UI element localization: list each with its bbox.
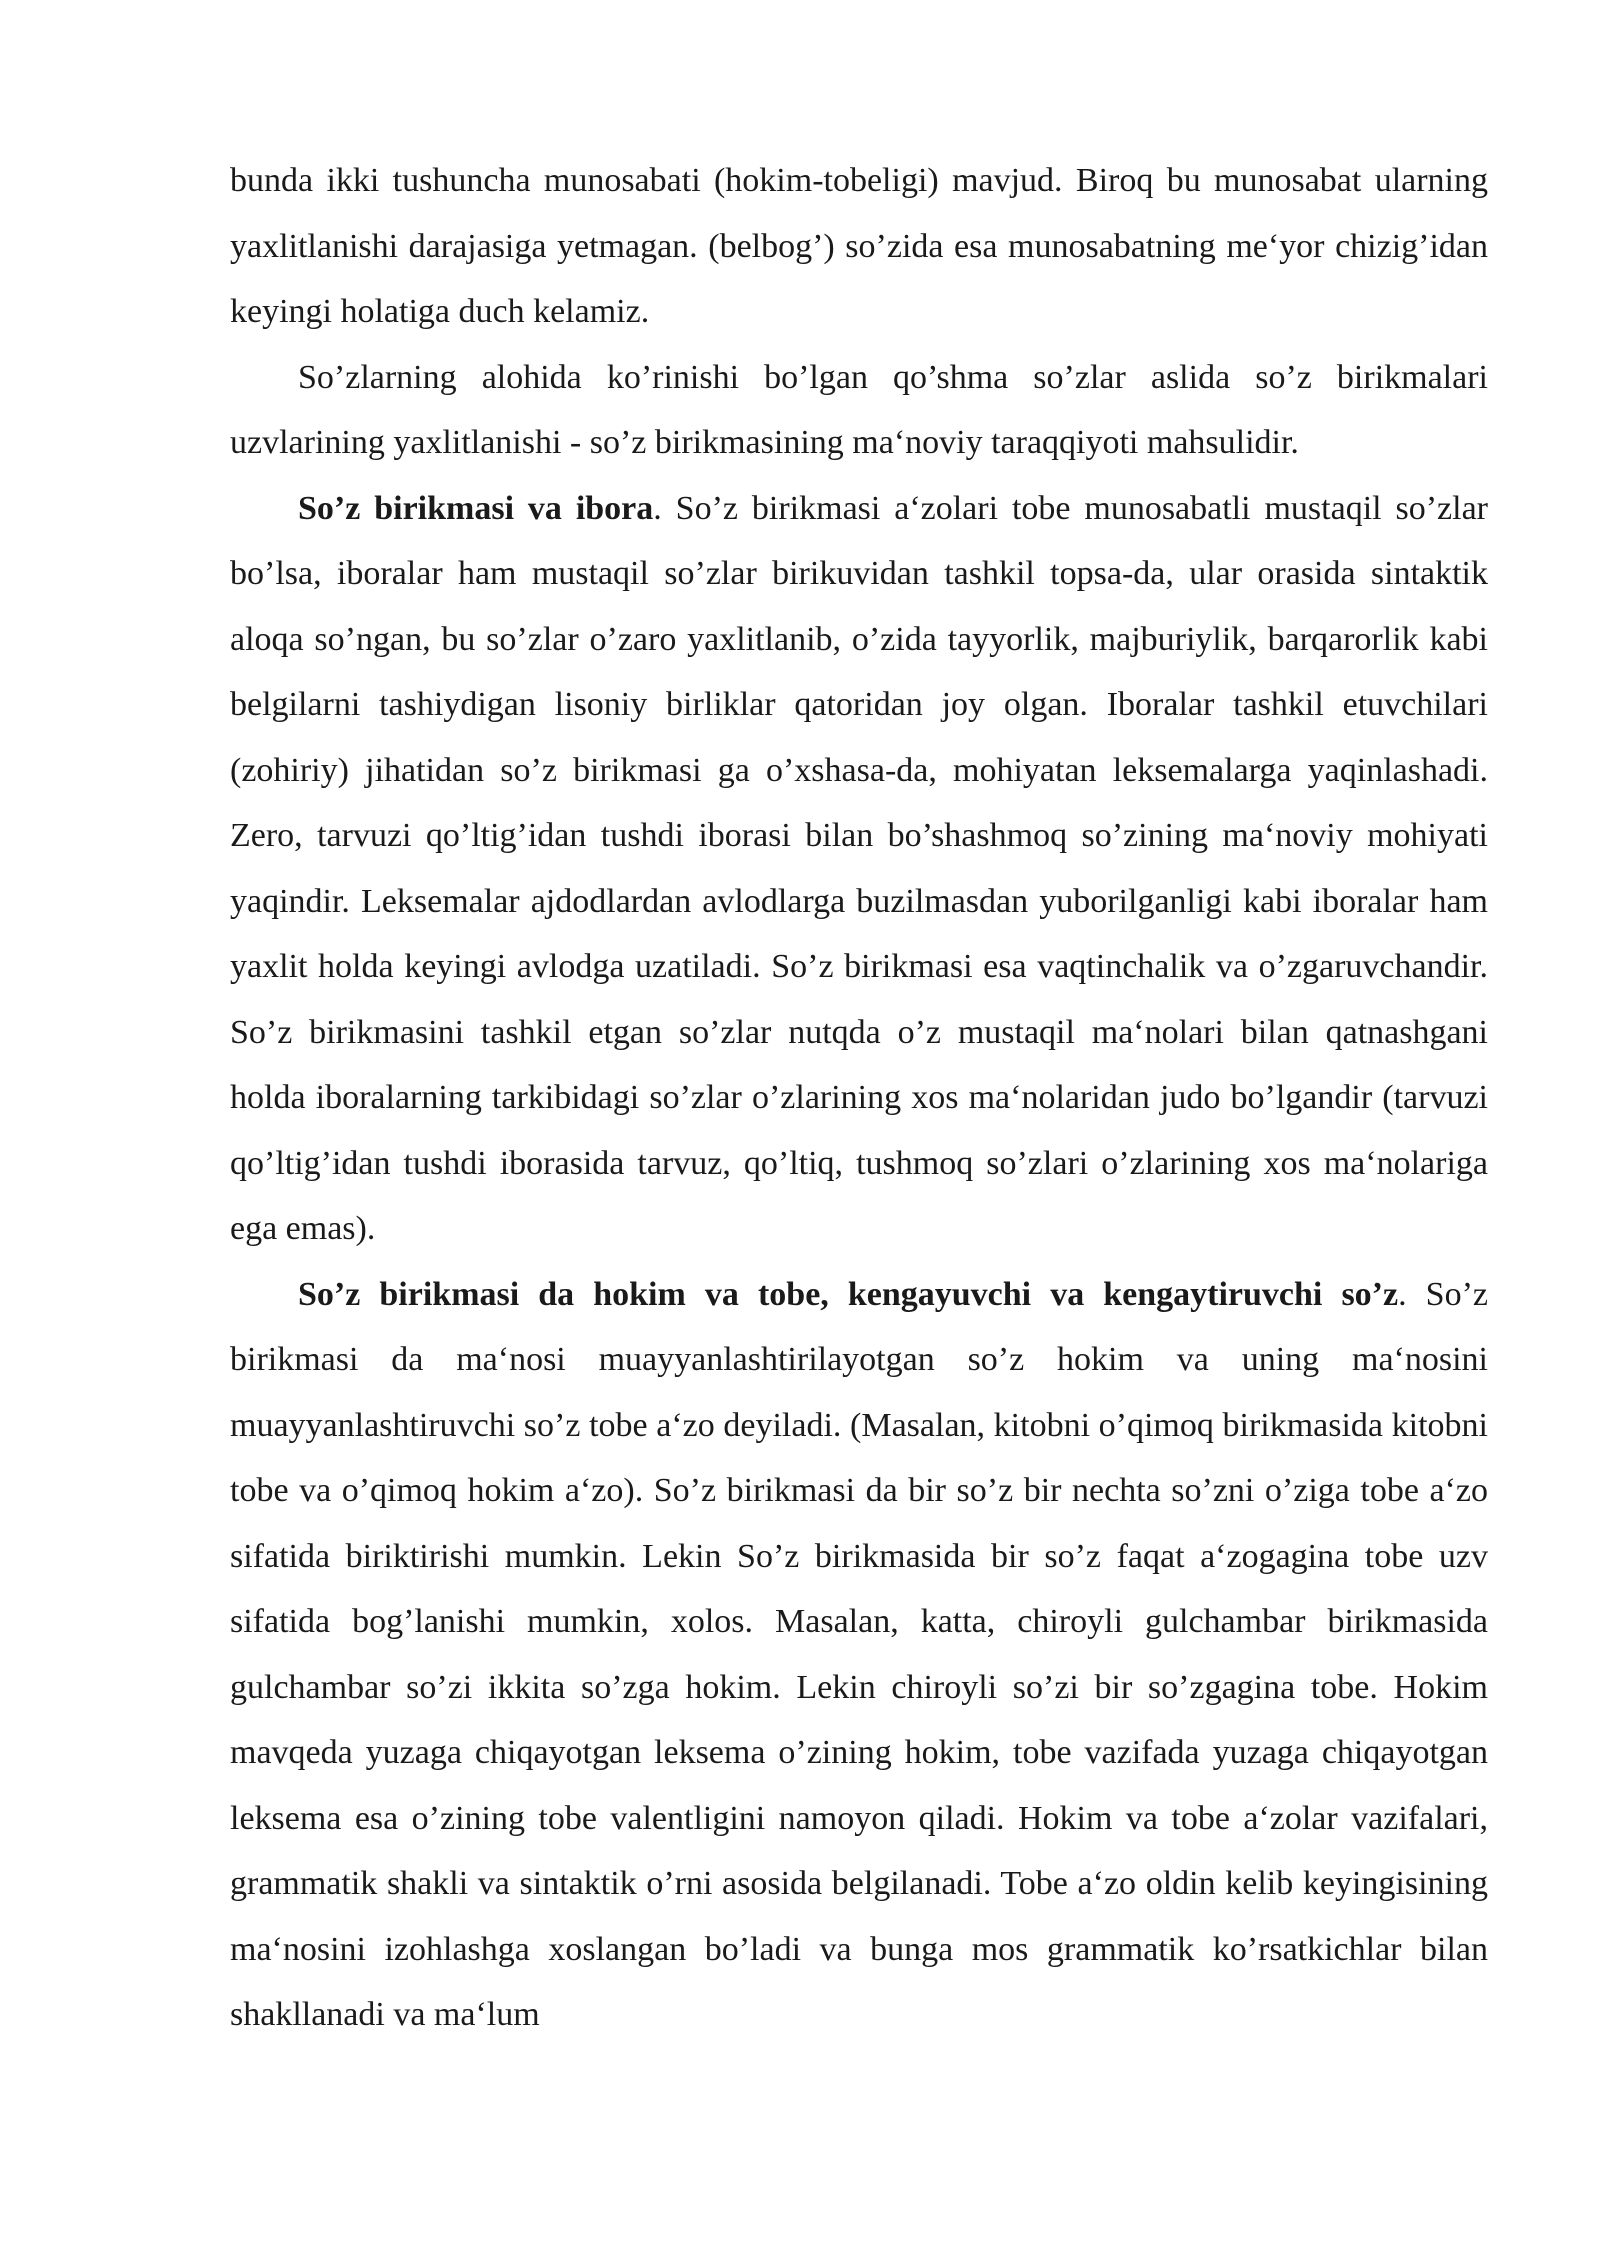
document-page bbox=[230, 148, 1488, 2048]
paragraph-continuation: bunda ikki tushuncha munosabati (hokim-tobeligi) mavjud. Biroq bu munosabat ularning yaxlitlanishi darajasiga yetmagan. (belbog’) so’zida esa munosabatning me‘yor chizig’idan keyingi holatiga duch kelamiz. bbox=[230, 162, 1488, 330]
paragraph-body: . So’z birikmasi a‘zolari tobe munosabatli mustaqil so’zlar bo’lsa, iboralar ham mustaqil so’zlar birikuvidan tashkil topsa-da, ular orasida sintaktik aloqa so’ngan, bu so’zlar o’zaro yaxlitlanib, o’zida tayyorlik, majburiylik, barqarorlik kabi belgilarni tashiydigan lisoniy birliklar qatoridan joy olgan. Iboralar tashkil etuvchilari (zohiriy) jihatidan so’z birikmasi ga o’xshasa-da, mohiyatan leksemalarga yaqinlashadi. Zero, tarvuzi qo’ltig’idan tushdi iborasi bilan bo’shashmoq so’zining ma‘noviy mohiyati yaqindir. Leksemalar ajdodlardan avlodlarga buzilmasdan yuborilganligi kabi iboralar ham yaxlit holda keyingi avlodga uzatiladi. So’z birikmasi esa vaqtinchalik va o’zgaruvchandir. So’z birikmasini tashkil etgan so’zlar nutqda o’z mustaqil ma‘nolari bilan qatnashgani holda iboralarning tarkibidagi so’zlar o’zlarining xos ma‘nolaridan judo bo’lgandir (tarvuzi qo’ltig’idan tushdi iborasida tarvuz, qo’ltiq, tushmoq so’zlari o’zlarining xos ma‘nolariga ega emas). bbox=[230, 489, 1488, 1247]
paragraph-phrase-and-idiom bbox=[230, 476, 1488, 1262]
paragraph-compound-words: So’zlarning alohida ko’rinishi bo’lgan qo’shma so’zlar aslida so’z birikmalari uzvlarining yaxlitlanishi - so’z birikmasining ma‘noviy taraqqiyoti mahsulidir. bbox=[230, 358, 1488, 461]
paragraph-head-and-dependent bbox=[230, 1262, 1488, 2048]
section-heading-phrase-and-idiom: So’z birikmasi va ibora bbox=[298, 489, 654, 527]
section-heading-head-and-dependent: So’z birikmasi da hokim va tobe, kengayuvchi va kengaytiruvchi so’z bbox=[298, 1275, 1399, 1313]
paragraph-body: . So’z birikmasi da ma‘nosi muayyanlashtirilayotgan so’z hokim va uning ma‘nosini muayyanlashtiruvchi so’z tobe a‘zo deyiladi. (Masalan, kitobni o’qimoq birikmasida kitobni tobe va o’qimoq hokim a‘zo). So’z birikmasi da bir so’z bir nechta so’zni o’ziga tobe a‘zo sifatida biriktirishi mumkin. Lekin So’z birikmasida bir so’z faqat a‘zogagina tobe uzv sifatida bog’lanishi mumkin, xolos. Masalan, katta, chiroyli gulchambar birikmasida gulchambar so’zi ikkita so’zga hokim. Lekin chiroyli so’zi bir so’zgagina tobe. Hokim mavqeda yuzaga chiqayotgan leksema o’zining hokim, tobe vazifada yuzaga chiqayotgan leksema esa o’zining tobe valentligini namoyon qiladi. Hokim va tobe a‘zolar vazifalari, grammatik shakli va sintaktik o’rni asosida belgilanadi. Tobe a‘zo oldin kelib keyingisining ma‘nosini izohlashga xoslangan bo’ladi va bunga mos grammatik ko’rsatkichlar bilan shakllanadi va ma‘lum bbox=[230, 1275, 1489, 2033]
